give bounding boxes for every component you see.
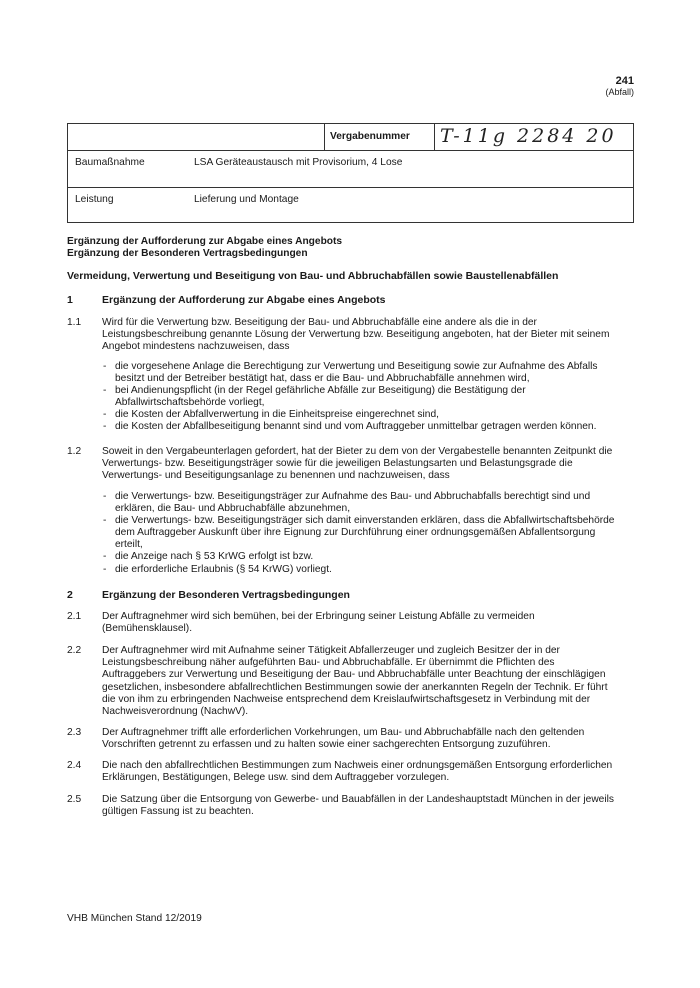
p24-text: Die nach den abfallrechtlichen Bestimmungen zum Nachweis einer ordnungsgemäßen Entsorgung erforderlichen Erklärungen, Bestätigungen, Belege usw. sind dem Auftraggeber vorzulegen.	[102, 760, 613, 784]
list-item: die Kosten der Abfallverwertung in die Einheitspreise eingerechnet sind,	[115, 409, 439, 420]
title-aufforderung: Ergänzung der Aufforderung zur Abgabe eines Angebots	[67, 236, 343, 247]
p22-text: Der Auftragnehmer wird mit Aufnahme seiner Tätigkeit Abfallerzeuger und zugleich Besitzer der in der Leistungsbeschreibung näher aufgeführten Bau- und Abbruchabfälle. Er übernimmt die Pflichten des Auftraggebers zur Verwertung und Beseitigung der Bau- und Abbruchabfälle unter Beachtung der einschlägigen gesetzlichen, insbesondere abfallrechtlichen Bestimmungen sowie der anerkannten Regeln der Technik. Er führt die von ihm zu erbringenden Nachweise entsprechend dem Kreislaufwirtschaftsgesetz in Verbindung mit der Nachweisverordnung (NachwV).	[102, 645, 608, 718]
baumassnahme-label: Baumaßnahme	[75, 157, 145, 168]
leistung-value: Lieferung und Montage	[194, 194, 299, 205]
list-dash: -	[103, 421, 107, 432]
p22-number: 2.2	[67, 645, 82, 656]
list-item: die erforderliche Erlaubnis (§ 54 KrWG) vorliegt.	[115, 564, 332, 575]
list-item: die Verwertungs- bzw. Beseitigungsträger sich damit einverstanden erklären, dass die Abfallwirtschaftsbehörde dem Auftraggeber Auskunft über ihre Eignung zur Durchführung einer ordnungsgemäßen Abfallentsorgung erteilt,	[115, 515, 615, 551]
list-dash: -	[103, 515, 107, 526]
list-item: die Verwertungs- bzw. Beseitigungsträger zur Aufnahme des Bau- und Abbruchabfalls berechtigt sind und erklären, die Bau- und Abbruchabfälle abzunehmen,	[115, 491, 591, 515]
list-dash: -	[103, 385, 107, 396]
p12-text: Soweit in den Vergabeunterlagen gefordert, hat der Bieter zu dem von der Vergabestelle benannten Zeitpunkt die Verwertungs- bzw. Beseitigungsträger sowie für die jeweiligen Belastungsarten und Belastungsgrade die Verwertungs- und Beseitigungsanlage zu benennen und nachzuweisen, dass	[102, 446, 613, 482]
baumassnahme-value: LSA Geräteaustausch mit Provisorium, 4 Lose	[194, 157, 403, 168]
p23-number: 2.3	[67, 727, 82, 738]
list-item: die Anzeige nach § 53 KrWG erfolgt ist bzw.	[115, 551, 314, 562]
vergabenummer-handwritten: T-11g 2284 20	[440, 125, 617, 147]
section2-title: Ergänzung der Besonderen Vertragsbedingungen	[102, 589, 350, 601]
section2-number: 2	[67, 589, 73, 601]
p21-text: Der Auftragnehmer wird sich bemühen, bei der Erbringung seiner Leistung Abfälle zu vermeiden (Bemühensklausel).	[102, 611, 535, 635]
p25-number: 2.5	[67, 794, 82, 805]
page-number: 241	[615, 75, 634, 87]
header-table	[67, 123, 634, 223]
list-item: die vorgesehene Anlage die Berechtigung zur Verwertung und Beseitigung sowie zur Aufnahme des Abfalls besitzt und der Betreiber bestätigt hat, dass er die Bau- und Abbruchabfälle annehmen wird,	[115, 361, 598, 385]
list-dash: -	[103, 491, 107, 502]
section1-number: 1	[67, 294, 73, 306]
leistung-label: Leistung	[75, 194, 114, 205]
p12-number: 1.2	[67, 446, 82, 457]
p23-text: Der Auftragnehmer trifft alle erforderlichen Vorkehrungen, um Bau- und Abbruchabfälle nach den geltenden Vorschriften getrennt zu erfassen und zu halten sowie einer sachgerechten Entsorgung zuzuführen.	[102, 727, 585, 751]
p11-number: 1.1	[67, 317, 82, 328]
list-dash: -	[103, 361, 107, 372]
vergabenummer-label: Vergabenummer	[330, 131, 410, 142]
list-item: bei Andienungspflicht (in der Regel gefährliche Abfälle zur Beseitigung) die Bestätigung der Abfallwirtschaftsbehörde vorliegt,	[115, 385, 526, 409]
list-dash: -	[103, 551, 107, 562]
p11-text: Wird für die Verwertung bzw. Beseitigung der Bau- und Abbruchabfälle eine andere als die in der Leistungsbeschreibung genannte Lösung der Verwertung bzw. Beseitigung angeboten, hat der Bieter mit seinem Angebot mindestens nachzuweisen, dass	[102, 317, 610, 353]
title-main: Vermeidung, Verwertung und Beseitigung von Bau- und Abbruchabfällen sowie Baustellenabfällen	[67, 270, 559, 282]
page-subtitle: (Abfall)	[605, 87, 634, 97]
p21-number: 2.1	[67, 611, 82, 622]
list-item: die Kosten der Abfallbeseitigung benannt sind und vom Auftraggeber unmittelbar getragen werden können.	[115, 421, 597, 432]
footer-text: VHB München Stand 12/2019	[67, 913, 202, 924]
list-dash: -	[103, 409, 107, 420]
p24-number: 2.4	[67, 760, 82, 771]
p25-text: Die Satzung über die Entsorgung von Gewerbe- und Bauabfällen in der Landeshauptstadt München in der jeweils gültigen Fassung ist zu beachten.	[102, 794, 614, 818]
section1-title: Ergänzung der Aufforderung zur Abgabe eines Angebots	[102, 294, 386, 306]
title-vertragsbedingungen: Ergänzung der Besonderen Vertragsbedingungen	[67, 248, 308, 259]
list-dash: -	[103, 564, 107, 575]
